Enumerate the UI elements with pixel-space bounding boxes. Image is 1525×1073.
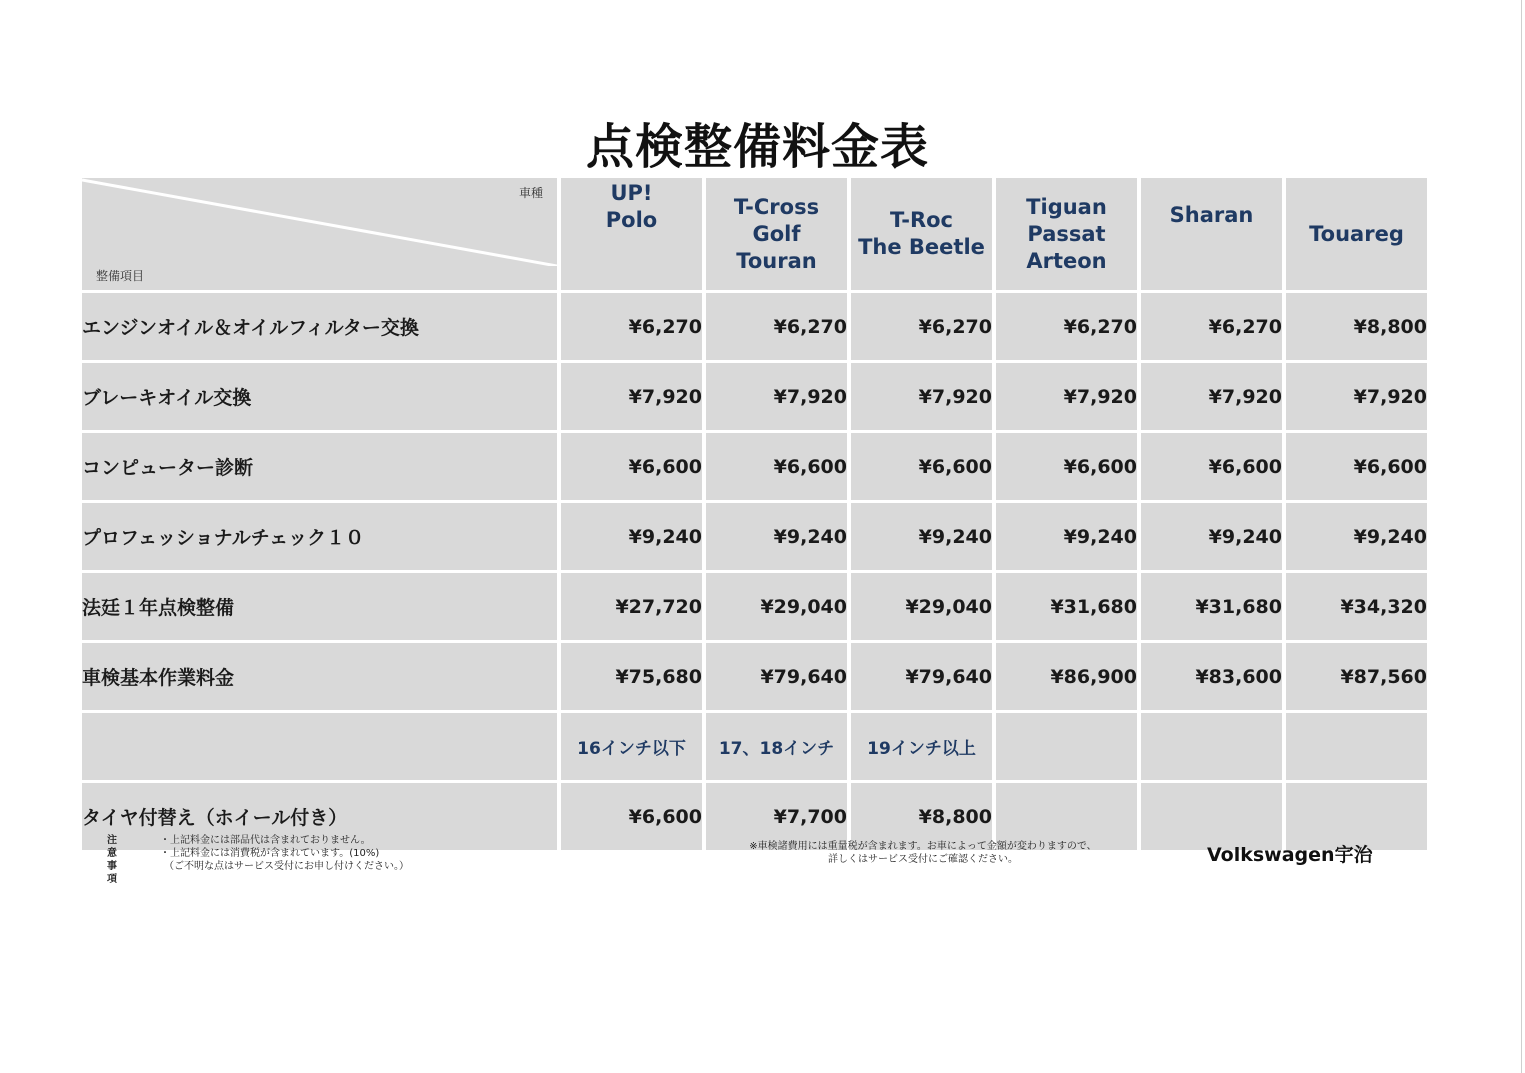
price-cell: ¥7,920	[851, 363, 992, 430]
price-cell: ¥83,600	[1141, 643, 1282, 710]
model-name: UP!	[610, 181, 653, 205]
tire-size-cell: 16インチ以下	[561, 713, 702, 780]
price-cell: ¥6,270	[706, 293, 847, 360]
price-cell: ¥7,920	[1286, 363, 1427, 430]
price-cell: ¥6,600	[561, 783, 702, 850]
price-cell: ¥6,600	[1286, 433, 1427, 500]
corner-label-item: 整備項目	[96, 269, 145, 283]
price-cell: ¥79,640	[706, 643, 847, 710]
price-cell: ¥9,240	[996, 503, 1137, 570]
row-item-label: ブレーキオイル交換	[82, 363, 557, 430]
row-item-label: 車検基本作業料金	[82, 643, 557, 710]
header-row	[82, 178, 1427, 290]
note-line: （ご不明な点はサービス受付にお申し付けください。）	[164, 861, 409, 872]
price-table	[78, 175, 1431, 853]
price-cell: ¥7,920	[996, 363, 1137, 430]
price-cell: ¥87,560	[1286, 643, 1427, 710]
price-cell: ¥75,680	[561, 643, 702, 710]
tire-size-row	[82, 713, 1427, 780]
table-row	[82, 573, 1427, 640]
row-item-label: エンジンオイル＆オイルフィルター交換	[82, 293, 557, 360]
model-name: Touareg	[1309, 221, 1404, 246]
price-cell: ¥34,320	[1286, 573, 1427, 640]
model-name: Passat	[1027, 221, 1106, 246]
price-cell: ¥9,240	[561, 503, 702, 570]
inspection-note-line: ※車検諸費用には重量税が含まれます。お車によって金額が変わりますので、	[749, 841, 1097, 852]
note-line: ・上記料金には消費税が含まれています。(10%)	[160, 848, 380, 859]
price-cell: ¥8,800	[1286, 293, 1427, 360]
model-header-6	[1286, 178, 1427, 290]
price-cell: ¥9,240	[706, 503, 847, 570]
tire-size-cell	[1141, 713, 1282, 780]
model-name: The Beetle	[858, 235, 985, 259]
model-name: Arteon	[1026, 248, 1107, 273]
table-row	[82, 433, 1427, 500]
price-cell: ¥7,920	[1141, 363, 1282, 430]
price-cell: ¥6,600	[706, 433, 847, 500]
model-name: T-Cross	[733, 194, 820, 219]
price-cell: ¥9,240	[1141, 503, 1282, 570]
tire-size-cell: 19インチ以上	[851, 713, 992, 780]
price-cell: ¥29,040	[851, 573, 992, 640]
model-header-4	[996, 178, 1137, 290]
inspection-note-line: 詳しくはサービス受付にご確認ください。	[828, 854, 1018, 865]
notes-lines	[160, 834, 409, 873]
tire-size-label-blank	[82, 713, 557, 780]
model-name: Polo	[605, 208, 658, 232]
price-cell: ¥6,270	[1141, 293, 1282, 360]
price-cell: ¥86,900	[996, 643, 1137, 710]
model-name: Tiguan	[1026, 194, 1107, 219]
price-cell: ¥6,600	[851, 433, 992, 500]
model-header-5	[1141, 178, 1282, 290]
table-row	[82, 363, 1427, 430]
tire-size-cell	[1286, 713, 1427, 780]
model-name: Golf	[752, 221, 801, 246]
price-cell: ¥31,680	[996, 573, 1137, 640]
price-cell: ¥9,240	[1286, 503, 1427, 570]
model-name: Sharan	[1169, 203, 1254, 227]
tire-size-cell: 17、18インチ	[706, 713, 847, 780]
price-cell: ¥31,680	[1141, 573, 1282, 640]
price-table-container	[82, 178, 1431, 853]
price-cell: ¥6,600	[996, 433, 1137, 500]
price-cell: ¥6,270	[851, 293, 992, 360]
notes-heading: 注意事項	[107, 835, 117, 885]
dealer-name: Volkswagen宇治	[1207, 844, 1373, 866]
model-name: T-Roc	[890, 208, 953, 232]
table-row	[82, 293, 1427, 360]
price-cell: ¥9,240	[851, 503, 992, 570]
model-header-2	[706, 178, 847, 290]
corner-label-vehicle: 車種	[518, 186, 543, 200]
inspection-note	[728, 840, 1118, 866]
row-item-label: タイヤ付替え（ホイール付き）	[82, 783, 557, 850]
price-cell: ¥6,270	[561, 293, 702, 360]
price-cell: ¥6,600	[1141, 433, 1282, 500]
diagonal-divider	[82, 178, 557, 266]
price-cell: ¥29,040	[706, 573, 847, 640]
price-cell: ¥8,800	[851, 783, 992, 850]
price-cell: ¥7,920	[706, 363, 847, 430]
page-edge-line	[1521, 0, 1522, 1073]
row-item-label: 法廷１年点検整備	[82, 573, 557, 640]
table-row	[82, 643, 1427, 710]
tire-size-cell	[996, 713, 1137, 780]
row-item-label: コンピューター診断	[82, 433, 557, 500]
price-cell: ¥27,720	[561, 573, 702, 640]
corner-cell	[82, 178, 557, 290]
note-line: ・上記料金には部品代は含まれておりません。	[160, 835, 371, 846]
price-cell: ¥6,270	[996, 293, 1137, 360]
price-cell: ¥7,700	[706, 783, 847, 850]
row-item-label: プロフェッショナルチェック１０	[82, 503, 557, 570]
table-row	[82, 503, 1427, 570]
price-cell: ¥7,920	[561, 363, 702, 430]
model-header-1	[561, 178, 702, 290]
model-name: Touran	[736, 248, 817, 273]
model-header-3	[851, 178, 992, 290]
page-title: 点検整備料金表	[585, 119, 929, 175]
price-cell: ¥79,640	[851, 643, 992, 710]
price-cell: ¥6,600	[561, 433, 702, 500]
